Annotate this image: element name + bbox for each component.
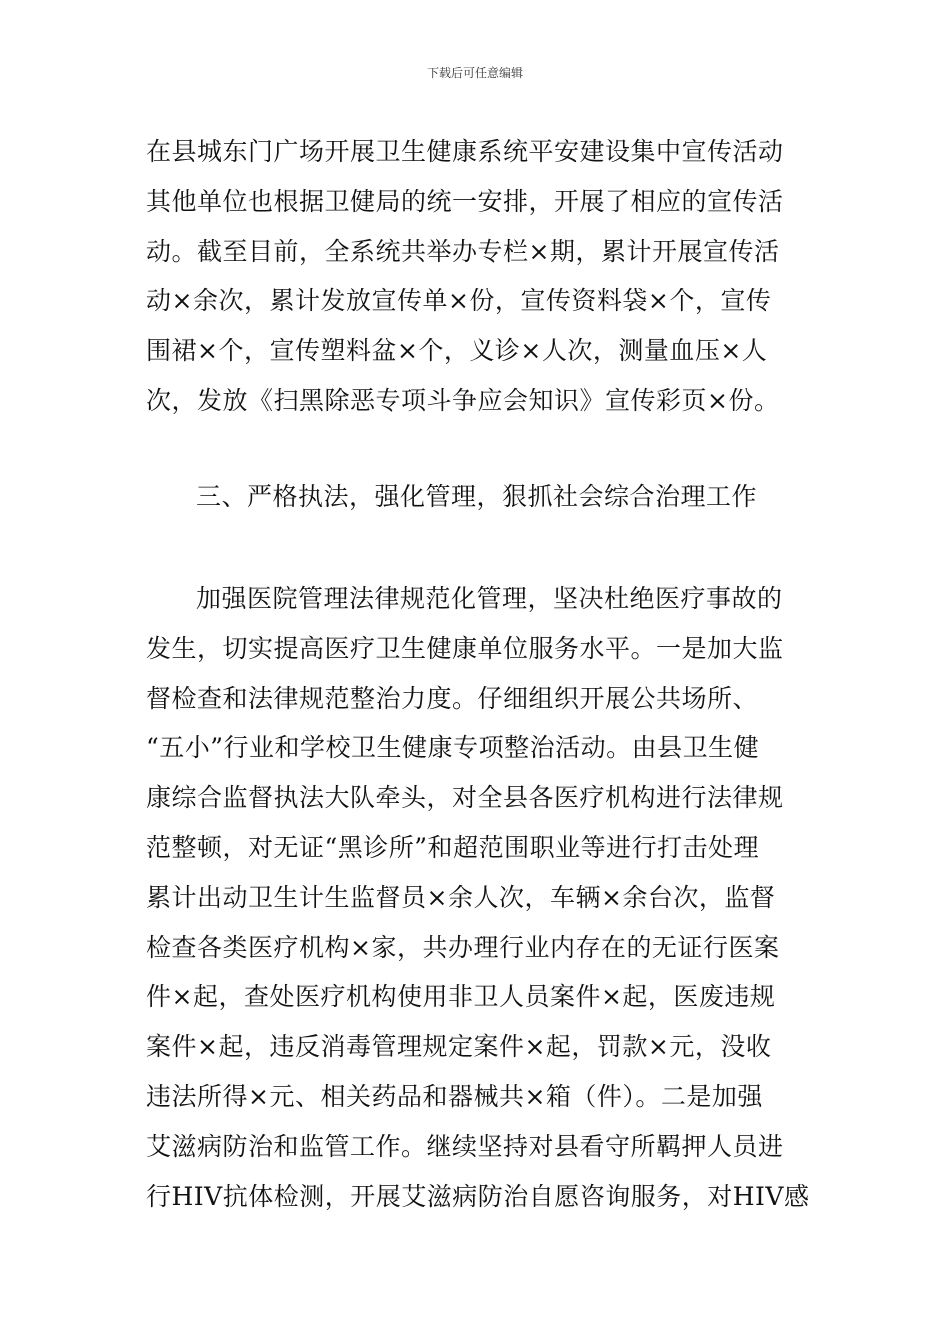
paragraph-line: 次，发放《扫黑除恶专项斗争应会知识》宣传彩页×份。 [146, 385, 780, 415]
paragraph-line: 案件×起，违反消毒管理规定案件×起，罚款×元，没收 [146, 1032, 772, 1062]
paragraph-line: 发生，切实提高医疗卫生健康单位服务水平。一是加大监 [146, 633, 784, 663]
paragraph-line: 范整顿，对无证“黑诊所”和超范围职业等进行打击处理 [146, 832, 760, 862]
paragraph-2 [146, 574, 810, 1221]
paragraph-line: 件×起，查处医疗机构使用非卫人员案件×起，医废违规 [146, 982, 776, 1012]
paragraph-line: “五小”行业和学校卫生健康专项整治活动。由县卫生健 [146, 733, 760, 763]
paragraph-line: 累计出动卫生计生监督员×余人次，车辆×余台次，监督 [146, 882, 776, 912]
paragraph-line: 在县城东门广场开展卫生健康系统平安建设集中宣传活动 [146, 137, 784, 166]
paragraph-line: 其他单位也根据卫健局的统一安排，开展了相应的宣传活 [146, 186, 784, 216]
paragraph-line: 行HIV抗体检测，开展艾滋病防治自愿咨询服务，对HIV感 [146, 1181, 810, 1211]
paragraph-line: 加强医院管理法律规范化管理，坚决杜绝医疗事故的 [196, 584, 783, 613]
paragraph-1 [146, 127, 810, 426]
paragraph-line: 动×余次，累计发放宣传单×份，宣传资料袋×个，宣传 [146, 286, 772, 316]
paragraph-line: 检查各类医疗机构×家，共办理行业内存在的无证行医案 [146, 932, 780, 962]
paragraph-line: 艾滋病防治和监管工作。继续坚持对县看守所羁押人员进 [146, 1131, 784, 1161]
paragraph-line: 违法所得×元、相关药品和器械共×箱（件）。二是加强 [146, 1081, 763, 1111]
section-heading: 三、严格执法，强化管理，狠抓社会综合治理工作 [196, 482, 758, 511]
page-header: 下载后可任意编辑 [426, 66, 523, 80]
paragraph-line: 督检查和法律规范整治力度。仔细组织开展公共场所、 [146, 683, 759, 713]
paragraph-line: 康综合监督执法大队牵头，对全县各医疗机构进行法律规 [146, 783, 784, 813]
paragraph-line: 围裙×个，宣传塑料盆×个，义诊×人次，测量血压×人 [146, 336, 768, 366]
paragraph-line: 动。截至目前，全系统共举办专栏×期，累计开展宣传活 [146, 236, 780, 266]
